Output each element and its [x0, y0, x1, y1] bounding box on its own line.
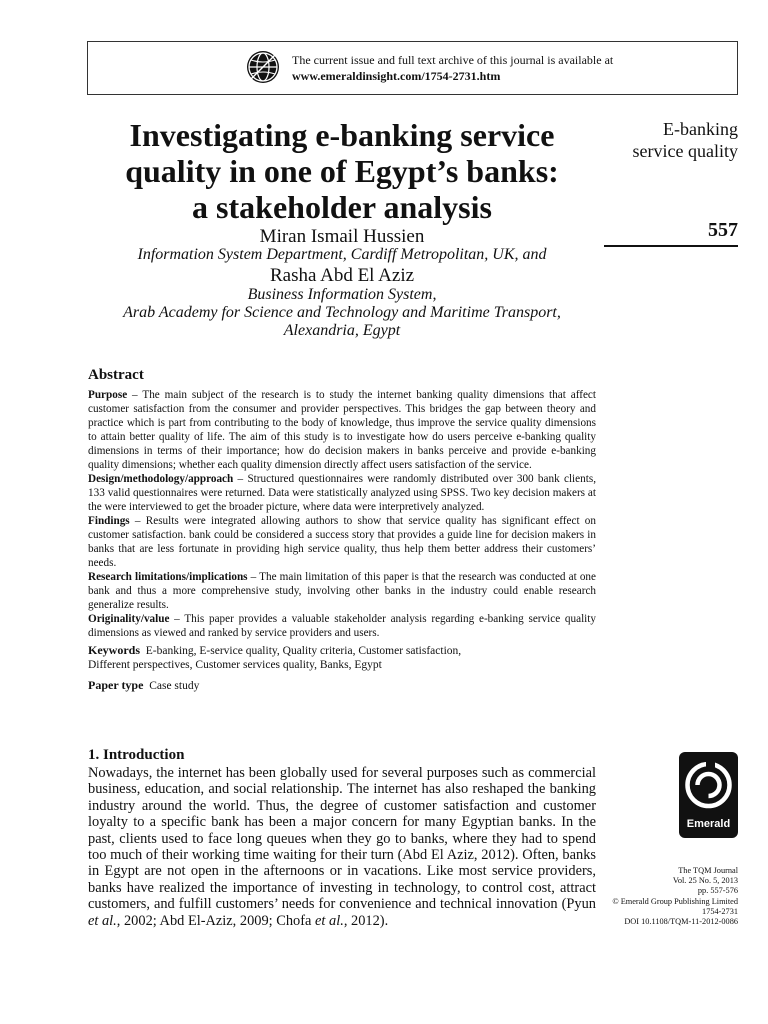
purpose-label: Purpose [88, 389, 128, 401]
globe-icon [246, 50, 280, 84]
archive-url-link[interactable]: www.emeraldinsight.com/1754-2731.htm [292, 69, 501, 83]
journal-name: The TQM Journal [678, 866, 738, 875]
introduction-paragraph [88, 765, 596, 929]
journal-doi: DOI 10.1108/TQM-11-2012-0086 [624, 917, 738, 927]
keywords-line: E-banking, E-service quality, Quality criteria, Customer satisfaction, [145, 645, 462, 657]
affiliation-line: Alexandria, Egypt [283, 322, 401, 339]
journal-pages: pp. 557-576 [697, 886, 738, 896]
abstract-findings [88, 514, 596, 570]
page-number-rule [604, 245, 738, 247]
design-label: Design/methodology/approach [88, 473, 234, 485]
findings-text: – Results were integrated allowing authors to show that service quality has significant effect on customer satisfaction. bank could be considered a success story that provides a guide line for decision makers in banks that are less fortunate in providing high service quality, thus help them better address their customers’ needs. [88, 515, 596, 569]
keywords-label: Keywords [88, 643, 140, 657]
keywords-line: Different perspectives, Customer services quality, Banks, Egypt [88, 659, 382, 671]
abstract-heading: Abstract [88, 367, 144, 383]
abstract-design [88, 472, 596, 514]
journal-volume: Vol. 25 No. 5, 2013 [672, 876, 738, 886]
abstract-purpose [88, 388, 596, 472]
emerald-swirl-icon [679, 752, 738, 818]
originality-text: – This paper provides a valuable stakeholder analysis regarding e-banking service quality dimensions as viewed and ranked by service providers and users. [88, 613, 596, 639]
paper-type [88, 678, 596, 693]
abstract-body [88, 388, 596, 693]
abstract-limitations [88, 570, 596, 612]
journal-publisher: © Emerald Group Publishing Limited [612, 896, 738, 906]
title-line: quality in one of Egypt’s banks: [125, 153, 559, 189]
purpose-text: – The main subject of the research is to study the internet banking quality dimensions that affect customer satisfaction from the consumer and provider perspectives. This bridges the gap between theory and practice which is part from contributing to the body of knowledge, thus improve the service quality dimensions to attain better quality of life. The aim of this study is to investigate how do users perceive e-banking quality dimensions in terms of their importance; how do decision makers in banks perceive and provide e-banking quality dimensions; whether each quality dimension directly affect users satisfaction of the service. [88, 389, 596, 471]
journal-issn: 1754-2731 [702, 906, 738, 916]
limitations-label: Research limitations/implications [88, 571, 248, 583]
limitations-text: – The main limitation of this paper is that the research was conducted at one bank and thus a more comprehensive study, involving other banks in the industry could enable research generalize results. [88, 571, 596, 611]
citation-etal: et al. [88, 912, 117, 929]
journal-citation-info [590, 866, 738, 927]
section-heading: 1. Introduction [88, 747, 185, 763]
design-text: – Structured questionnaires were randomly distributed over 300 bank clients, 133 valid questionnaires were returned. Data were statistically analyzed using SPSS. Two key decision makers at the were interviewed to get the broader picture, where data were interpretively analyzed. [88, 473, 596, 513]
intro-text: , 2012). [343, 912, 389, 929]
emerald-logo [679, 752, 738, 838]
paper-type-label: Paper type [88, 678, 144, 692]
author-affiliation [88, 286, 596, 340]
findings-label: Findings [88, 515, 130, 527]
page-number: 557 [708, 219, 738, 241]
intro-text: Nowadays, the internet has been globally used for several purposes such as commercial business, education, and social relationship. The internet has also reshaped the banking industry around the world. Thus, the degree of customer satisfaction and customer loyalty to a specific bank has been a major concern for many Egyptian banks. In the past, clients used to face long queues when they go to banks, where they had to spend too much of their working time waiting for their turn (Abd El Aziz, 2012). Often, banks in Egypt are not open in the afternoons or in vacations. Like most service providers, banks have realized the importance of investing in technology, to control cost, attract customers, and fulfill customers’ needs for convenience and technical innovation (Pyun [88, 765, 596, 913]
title-line: a stakeholder analysis [192, 189, 492, 225]
originality-label: Originality/value [88, 613, 170, 625]
author-name: Rasha Abd El Aziz [269, 265, 415, 286]
abstract-originality [88, 612, 596, 640]
title-line: Investigating e-banking service [129, 117, 555, 153]
keywords [88, 643, 596, 672]
archive-notice-text: The current issue and full text archive of this journal is available at [292, 53, 614, 67]
author-name: Miran Ismail Hussien [259, 226, 425, 247]
paper-type-value: Case study [149, 680, 200, 692]
running-head [600, 118, 738, 162]
running-head-line: E-banking [663, 119, 738, 139]
citation-etal: et al. [315, 912, 344, 929]
intro-text: , 2002; Abd El-Aziz, 2009; Chofa [116, 912, 316, 929]
affiliation-line: Arab Academy for Science and Technology and Maritime Transport, [123, 304, 561, 321]
emerald-wordmark: Emerald [686, 818, 731, 830]
author-affiliation: Information System Department, Cardiff Metropolitan, UK, and [137, 246, 547, 263]
journal-archive-notice-box [87, 41, 738, 95]
paper-title [88, 117, 596, 225]
running-head-line: service quality [632, 141, 738, 161]
affiliation-line: Business Information System, [247, 286, 437, 303]
